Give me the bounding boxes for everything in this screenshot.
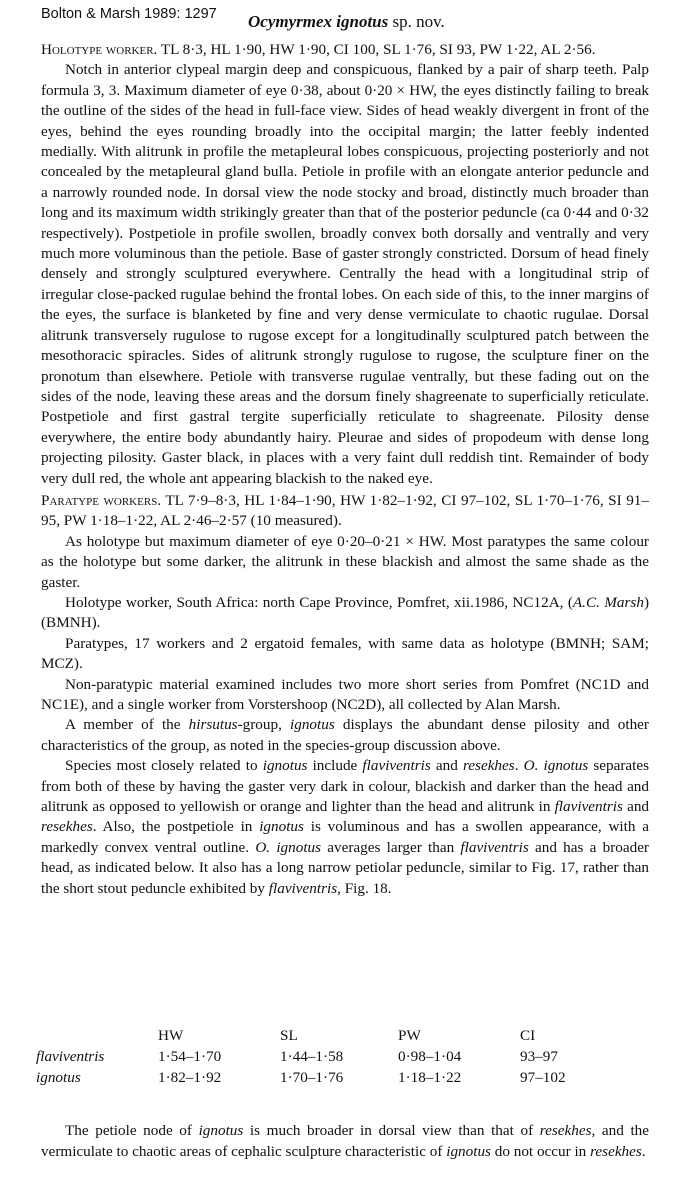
species-suffix: sp. nov.	[388, 12, 445, 31]
discussion-paragraph-2: Species most closely related to ignotus include flaviventris and resekhes. O. ignotus separates from both of these by having the gaster very dark in colour, blackish and darker than the head and alitrunk as opposed to yellowish or orange and lighter than the head and alitrunk in flaviventris and resekhes. Also, the postpetiole in ignotus is voluminous and has a swollen appearance, with a markedly convex ventral outline. O. ignotus averages larger than flaviventris and has a broader head, as indicated below. It also has a long narrow petiolar peduncle, similar to Fig. 17, rather than the short stout peduncle exhibited by flaviventris, Fig. 18.	[41, 757, 650, 897]
measurement-table	[36, 1027, 596, 1090]
citation-header: Bolton & Marsh 1989: 1297	[41, 6, 217, 22]
holotype-heading: Holotype worker.	[41, 41, 158, 58]
paratype-measurements: Paratype workers. TL 7·9–8·3, HL 1·84–1·90, HW 1·82–1·92, CI 97–102, SL 1·70–1·76, SI 91–95, PW 1·18–1·22, AL 2·46–2·57 (10 measured).	[41, 491, 649, 530]
closing-paragraph: The petiole node of ignotus is much broader in dorsal view than that of resekhes, and the vermiculate to chaotic areas of cephalic sculpture characteristic of ignotus do not occur in resekhes.	[41, 1122, 649, 1160]
species-name: Ocymyrmex ignotus	[248, 12, 389, 31]
holotype-measurements: Holotype worker. TL 8·3, HL 1·90, HW 1·90, CI 100, SL 1·76, SI 93, PW 1·22, AL 2·56.	[41, 41, 596, 58]
col-hw: HW	[158, 1027, 184, 1044]
non-paratypic-note: Non-paratypic material examined includes two more short series from Pomfret (NC1D and NC1E), and a single worker from Vorstershoop (NC2D), all collected by Alan Marsh.	[41, 675, 649, 713]
species-title	[248, 12, 445, 32]
table-header-row	[36, 1027, 596, 1048]
holotype-description: Notch in anterior clypeal margin deep and conspicuous, flanked by a pair of sharp teeth. Palp formula 3, 3. Maximum diameter of eye 0·38, about 0·20 × HW, the eyes distinctly failing to break the outline of the sides of the head in full-face view. Sides of head weakly divergent in front of the eyes, behind the eyes rounding broadly into the occipital margin; the latter feebly indented medially. With alitrunk in profile the metapleural lobes conspicuous, projecting posteriorly and not concealed by the metapleural gland bulla. Petiole in profile with an elongate anterior peduncle and a narrowly rounded node. In dorsal view the node stocky and broad, distinctly much broader than long and its maximum width strikingly greater than that of the posterior peduncle (ca 0·44 and 0·32 respectively). Postpetiole in profile swollen, broadly convex both dorsally and ventrally and very much more voluminous than the petiole. Base of gaster strongly constricted. Dorsum of head finely densely and strongly sculptured everywhere. Centrally the head with a longitudinal strip of irregular close-packed rugulae behind the frontal lobes. On each side of this, to the inner margins of the eyes, the surface is blanketed by fine and very dense vermiculate to chaotic rugulae. Dorsal alitrunk transversely rugulose to rugose except for a longitudinally sculptured patch between the mesothoracic spiracles. Sides of alitrunk strongly rugulose to rugose, the sculpture finer on the pronotum than elsewhere. Petiole with transverse rugulae ventrally, but these fading out on the sides of the node, leaving these areas and the dorsum finely shagreenate to superficially reticulate. Postpetiole and first gastral tergite superficially reticulate to shagreenate. Pilosity dense everywhere, the entire body abundantly hairy. Pleurae and sides of propodeum with dense long projecting pilosity. Gaster black, in places with a very faint dull reddish tint. Remainder of body very dull red, the whole ant appearing blackish to the naked eye.	[41, 61, 649, 487]
col-sl: SL	[280, 1027, 298, 1044]
table-row: ignotus 1·82–1·92 1·70–1·76 1·18–1·22 97–102	[36, 1069, 566, 1086]
col-ci: CI	[520, 1027, 536, 1044]
paratypes-note: Paratypes, 17 workers and 2 ergatoid females, with same data as holotype (BMNH; SAM; MCZ).	[41, 634, 649, 673]
main-text	[41, 40, 649, 899]
table-row: flaviventris 1·54–1·70 1·44–1·58 0·98–1·04 93–97	[36, 1048, 558, 1065]
col-pw: PW	[398, 1027, 421, 1044]
paratype-heading: Paratype workers.	[41, 491, 162, 509]
paratype-description: As holotype but maximum diameter of eye 0·20–0·21 × HW. Most paratypes the same colour as the holotype but some darker, the alitrunk in these blackish and almost the same shade as the gaster.	[41, 532, 649, 591]
discussion-paragraph-1: A member of the hirsutus-group, ignotus displays the abundant dense pilosity and other characteristics of the group, as noted in the species-group discussion above.	[41, 716, 649, 754]
holotype-locality: Holotype worker, South Africa: north Cape Province, Pomfret, xii.1986, NC12A, (A.C. Marsh) (BMNH).	[41, 593, 649, 632]
